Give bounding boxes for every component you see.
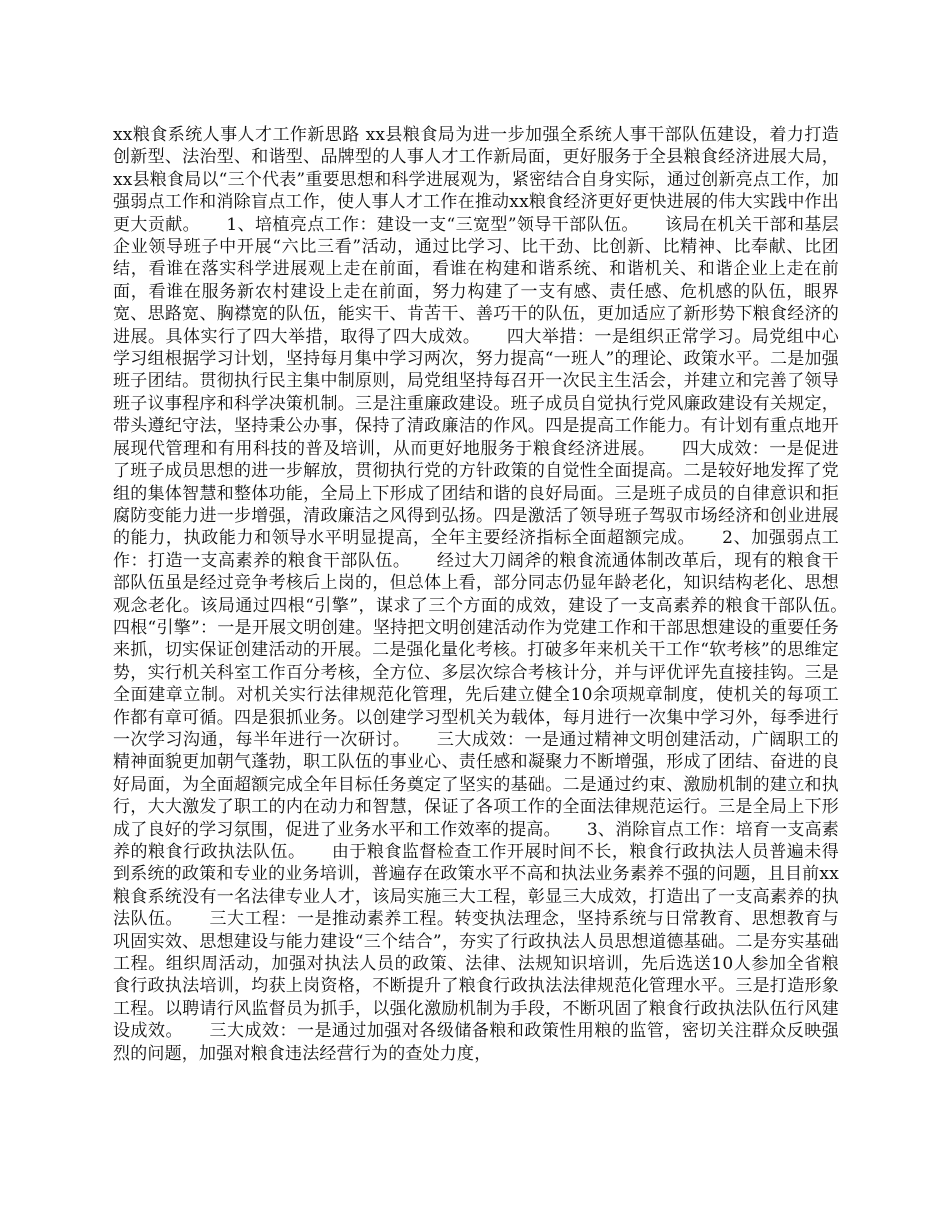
body-text: xx粮食系统人事人才工作新思路 xx县粮食局为进一步加强全系统人事干部队伍建设，着力打造创新型、法治型、和谐型、品牌型的人事人才工作新局面，更好服务于全县粮食经济进展大局，xx县粮食局以“三个代表”重要思想和科学进展观为，紧密结合自身实际，通过创新亮点工作，加强弱点工作和消除盲点工作，使人事人才工作在推动xx粮食经济更好更快进展的伟大实践中作出更大贡献。 1、培植亮点工作：建设一支“三宽型”领导干部队伍。 该局在机关干部和基层企业领导班子中开展“六比三看”活动，通过比学习、比干劲、比创新、比精神、比奉献、比团结，看谁在落实科学进展观上走在前面，看谁在构建和谐系统、和谐机关、和谐企业上走在前面，看谁在服务新农村建设上走在前面，努力构建了一支有感、责任感、危机感的队伍，眼界宽、思路宽、胸襟宽的队伍，能实干、肯苦干、善巧干的队伍，更加适应了新形势下粮食经济的进展。具体实行了四大举措，取得了四大成效。 四大举措：一是组织正常学习。局党组中心学习组根据学习计划，坚持每月集中学习两次，努力提高“一班人”的理论、政策水平。二是加强班子团结。贯彻执行民主集中制原则，局党组坚持每召开一次民主生活会，并建立和完善了领导班子议事程序和科学决策机制。三是注重廉政建设。班子成员自觉执行党风廉政建设有关规定，带头遵纪守法，坚持秉公办事，保持了清政廉洁的作风。四是提高工作能力。有计划有重点地开展现代管理和有用科技的普及培训，从而更好地服务于粮食经济进展。 四大成效：一是促进了班子成员思想的进一步解放，贯彻执行党的方针政策的自觉性全面提高。二是较好地发挥了党组的集体智慧和整体功能，全局上下形成了团结和谐的良好局面。三是班子成员的自律意识和拒腐防变能力进一步增强，清政廉洁之风得到弘扬。四是激活了领导班子驾驭市场经济和创业进展的能力，执政能力和领导水平明显提高，全年主要经济指标全面超额完成。 2、加强弱点工作：打造一支高素养的粮食干部队伍。 经过大刀阔斧的粮食流通体制改革后，现有的粮食干部队伍虽是经过竞争考核后上岗的，但总体上看，部分同志仍显年龄老化，知识结构老化、思想观念老化。该局通过四根“引擎”，谋求了三个方面的成效，建设了一支高素养的粮食干部队伍。 四根“引擎”：一是开展文明创建。坚持把文明创建活动作为党建工作和干部思想建设的重要任务来抓，切实保证创建活动的开展。二是强化量化考核。打破多年来机关干工作“软考核”的思维定势，实行机关科室工作百分考核，全方位、多层次综合考核计分，并与评优评先直接挂钩。三是全面建章立制。对机关实行法律规范化管理，先后建立健全10余项规章制度，使机关的每项工作都有章可循。四是狠抓业务。以创建学习型机关为载体，每月进行一次集中学习外，每季进行一次学习沟通，每半年进行一次研讨。 三大成效：一是通过精神文明创建活动，广阔职工的精神面貌更加朝气蓬勃，职工队伍的事业心、责任感和凝聚力不断增强，形成了团结、奋进的良好局面，为全面超额完成全年目标任务奠定了坚实的基础。二是通过约束、激励机制的建立和执行，大大激发了职工的内在动力和智慧，保证了各项工作的全面法律规范运行。三是全局上下形成了良好的学习氛围，促进了业务水平和工作效率的提高。 3、消除盲点工作：培育一支高素养的粮食行政执法队伍。 由于粮食监督检查工作开展时间不长，粮食行政执法人员普遍未得到系统的政策和专业的业务培训，普遍存在政策水平不高和执法业务素养不强的问题，且目前xx粮食系统没有一名法律专业人才，该局实施三大工程，彰显三大成效，打造出了一支高素养的执法队伍。 三大工程：一是推动素养工程。转变执法理念，坚持系统与日常教育、思想教育与巩固实效、思想建设与能力建设“三个结合”，夯实了行政执法人员思想道德基础。二是夯实基础工程。组织周活动，加强对执法人员的政策、法律、法规知识培训，先后选送10人参加全省粮食行政执法培训，均获上岗资格，不断提升了粮食行政执法法律规范化管理水平。三是打造形象工程。以聘请行风监督员为抓手，以强化激励机制为手段，不断巩固了粮食行政执法队伍行风建设成效。 三大成效：一是通过加强对各级储备粮和政策性用粮的监管，密切关注群众反映强烈的问题，加强对粮食违法经营行为的查处力度， [113,125,874,1064]
document-page [113,124,874,1065]
